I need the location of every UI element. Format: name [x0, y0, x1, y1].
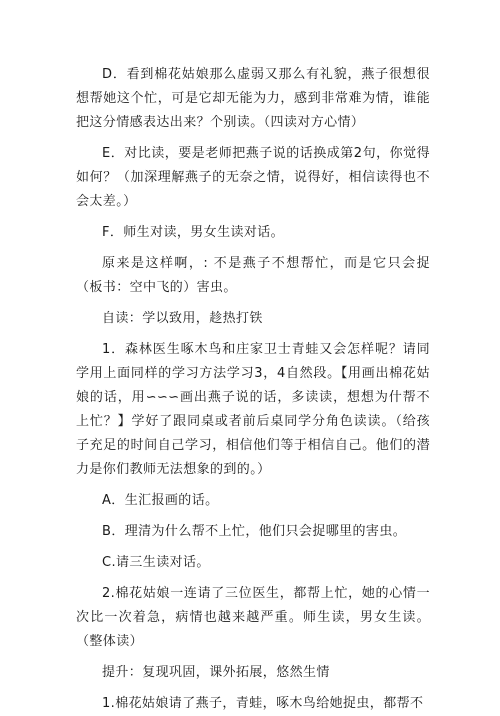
paragraph-self-reading-heading: 自读：学以致用，趁热打铁	[102, 311, 263, 326]
paragraph-improve-1: 1.棉花姑娘请了燕子，青蛙，啄木鸟给她捉虫，都帮不	[102, 696, 424, 711]
paragraph-d: D．看到棉花姑娘那么虚弱又那么有礼貌，燕子很想很想帮她这个忙，可是它却无能为力，感到非常难为情，谁能把这分情感表达出来？个别读。（四读对方心情）	[76, 67, 430, 130]
paragraph-f: F．师生对读，男女生读对话。	[102, 225, 285, 240]
paragraph-improve-heading: 提升：复现巩固，课外拓展，悠然生情	[102, 665, 330, 680]
paragraph-b: B．理清为什么帮不上忙，他们只会捉哪里的害虫。	[102, 524, 407, 539]
paragraph-c: C.请三生读对话。	[102, 555, 210, 570]
paragraph-step-1: 1．森林医生啄木鸟和庄家卫士青蛙又会怎样呢？请同学用上面同样的学习方法学习3，4自然段。【用画出棉花姑娘的话，用∽∽∽画出燕子说的话，多读读，想想为什帮不上忙？】学好了跟同桌或者前后桌同学分角色读读。（给孩子充足的时间自己学习，相信他们等于相信自己。他们的潜力是你们教师无法想象的到的。）	[76, 342, 430, 477]
paragraph-a: A．生汇报画的话。	[102, 493, 219, 508]
paragraph-step-2: 2.棉花姑娘一连请了三位医生，都帮上忙，她的心情一次比一次着急，病情也越来越严重。师生读，男女生读。（整体读）	[76, 586, 430, 649]
paragraph-e: E．对比读，要是老师把燕子说的话换成第2句，你觉得如何？（加深理解燕子的无奈之情，说得好，相信读得也不会太差。）	[76, 146, 430, 209]
paragraph-summary: 原来是这样啊，: 不是燕子不想帮忙，而是它只会捉（板书：空中飞的）害虫。	[76, 256, 430, 295]
